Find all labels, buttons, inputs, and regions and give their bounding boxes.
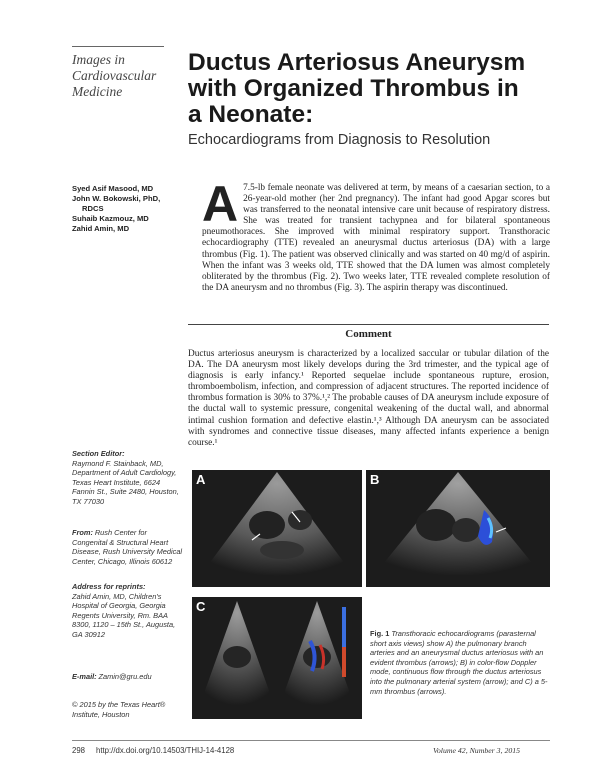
figure-panel-b — [366, 470, 550, 587]
from-label: From: — [72, 528, 93, 537]
volume-info: Volume 42, Number 3, 2015 — [433, 746, 521, 755]
affiliation-block — [72, 528, 184, 566]
intro-paragraph — [202, 176, 550, 294]
drop-cap: A — [202, 176, 239, 232]
comment-paragraph: Ductus arteriosus aneurysm is characterized by a localized saccular or tubular dilation of the DA. The DA aneurysm most likely develops during the 3rd trimester, and the typical age of diagnosis is early infancy.¹ Reported sequelae include spontaneous rupture, erosion, thromboembolism, infection, and compression of adjacent structures. The reported incidence of thrombus formation is 30% to 37%.¹,² The probable causes of DA aneurysm include exposure of the ductal wall to systemic pressure, congenital weakening of the ductal wall, and abnormal intimal cushion formation and defective elastin.¹,³ Although DA aneurysm can be associated with syndromes and connective tissue diseases, many affected infants experience a benign course.¹ — [188, 349, 549, 448]
page-number: 298 — [72, 746, 86, 755]
email-label: E-mail: — [72, 672, 97, 681]
article-subtitle: Echocardiograms from Diagnosis to Resolution — [188, 132, 491, 148]
email-text[interactable]: Zamin@gru.edu — [98, 672, 152, 681]
top-rule — [72, 46, 164, 47]
figure-panel-a — [192, 470, 362, 587]
echo-image-b — [366, 470, 550, 587]
author-credential: RDCS — [82, 204, 104, 213]
section-editor-text: Raymond F. Stainback, MD, Department of Adult Cardiology, Texas Heart Institute, 6624 Fannin St., Suite 2480, Houston, TX 77030 — [72, 458, 179, 506]
doi-link[interactable]: http://dx.doi.org/10.14503/THIJ-14-4128 — [96, 746, 235, 755]
echo-image-a — [192, 470, 362, 587]
reprints-text: Zahid Amin, MD, Children's Hospital of Georgia, Georgia Regents University, Rm. BAA 8300, 1120 – 15th St., Augusta, GA 30912 — [72, 591, 176, 639]
author: John W. Bokowski, PhD, — [72, 194, 161, 203]
figure-caption — [370, 629, 550, 696]
footer-rule — [72, 740, 550, 741]
copyright-block — [72, 700, 184, 719]
panel-label-b: B — [370, 472, 380, 487]
author: Syed Asif Masood, MD — [72, 184, 154, 193]
figure-panel-c — [192, 597, 362, 719]
reprints-block — [72, 582, 184, 640]
section-editor-block — [72, 449, 184, 507]
copyright-text: © 2015 by the Texas Heart® Institute, Houston — [72, 700, 166, 719]
comment-heading: Comment — [188, 324, 549, 340]
from-text: Rush Center for Congenital & Structural Heart Disease, Rush University Medical Center, Chicago, Illinois 60612 — [72, 528, 183, 566]
intro-text: 7.5-lb female neonate was delivered at term, by means of a caesarian section, to a 26-year-old mother (her 2nd pregnancy). The infant had good Apgar scores but was transferred to the neonatal intensive care unit because of respiratory distress. She was treated for transient tachypnea and for bilateral spontaneous pneumothoraces. She improved with minimal respiratory support. Transthoracic echocardiography (TTE) revealed an aneurysmal ductus arteriosus (DA) with a large thrombus (Fig. 1). The patient was observed clinically and was started on 40 mg/d of aspirin. When the infant was 3 weeks old, TTE showed that the DA lumen was almost completely obliterated by the thrombus (Fig. 2). Two weeks later, TTE revealed complete resolution of the DA aneurysm and no thrombus (Fig. 3). The aspirin therapy was discontinued. — [202, 183, 550, 293]
author-list — [72, 184, 184, 234]
section-editor-label: Section Editor: — [72, 449, 125, 458]
email-block — [72, 672, 184, 682]
reprints-label: Address for reprints: — [72, 582, 146, 591]
article-title: Ductus Arteriosus Aneurysm with Organized Thrombus in a Neonate: — [188, 49, 526, 128]
caption-text: Transthoracic echocardiograms (parasternal short axis views) show A) the pulmonary branch arteries and an aneurysmal ductus arteriosus with an evident thrombus (arrows); B) in color-flow Doppler mode, continuous flow through the ductus arteriosus into the pulmonary arterial system (arrow); and C) a 5-mm thrombus (arrows). — [370, 629, 548, 696]
section-label: Images in Cardiovascular Medicine — [72, 52, 157, 99]
caption-label: Fig. 1 — [370, 629, 390, 638]
echo-image-c — [192, 597, 362, 719]
panel-label-a: A — [196, 472, 206, 487]
author: Zahid Amin, MD — [72, 224, 130, 233]
panel-label-c: C — [196, 599, 206, 614]
author: Suhaib Kazmouz, MD — [72, 214, 149, 223]
